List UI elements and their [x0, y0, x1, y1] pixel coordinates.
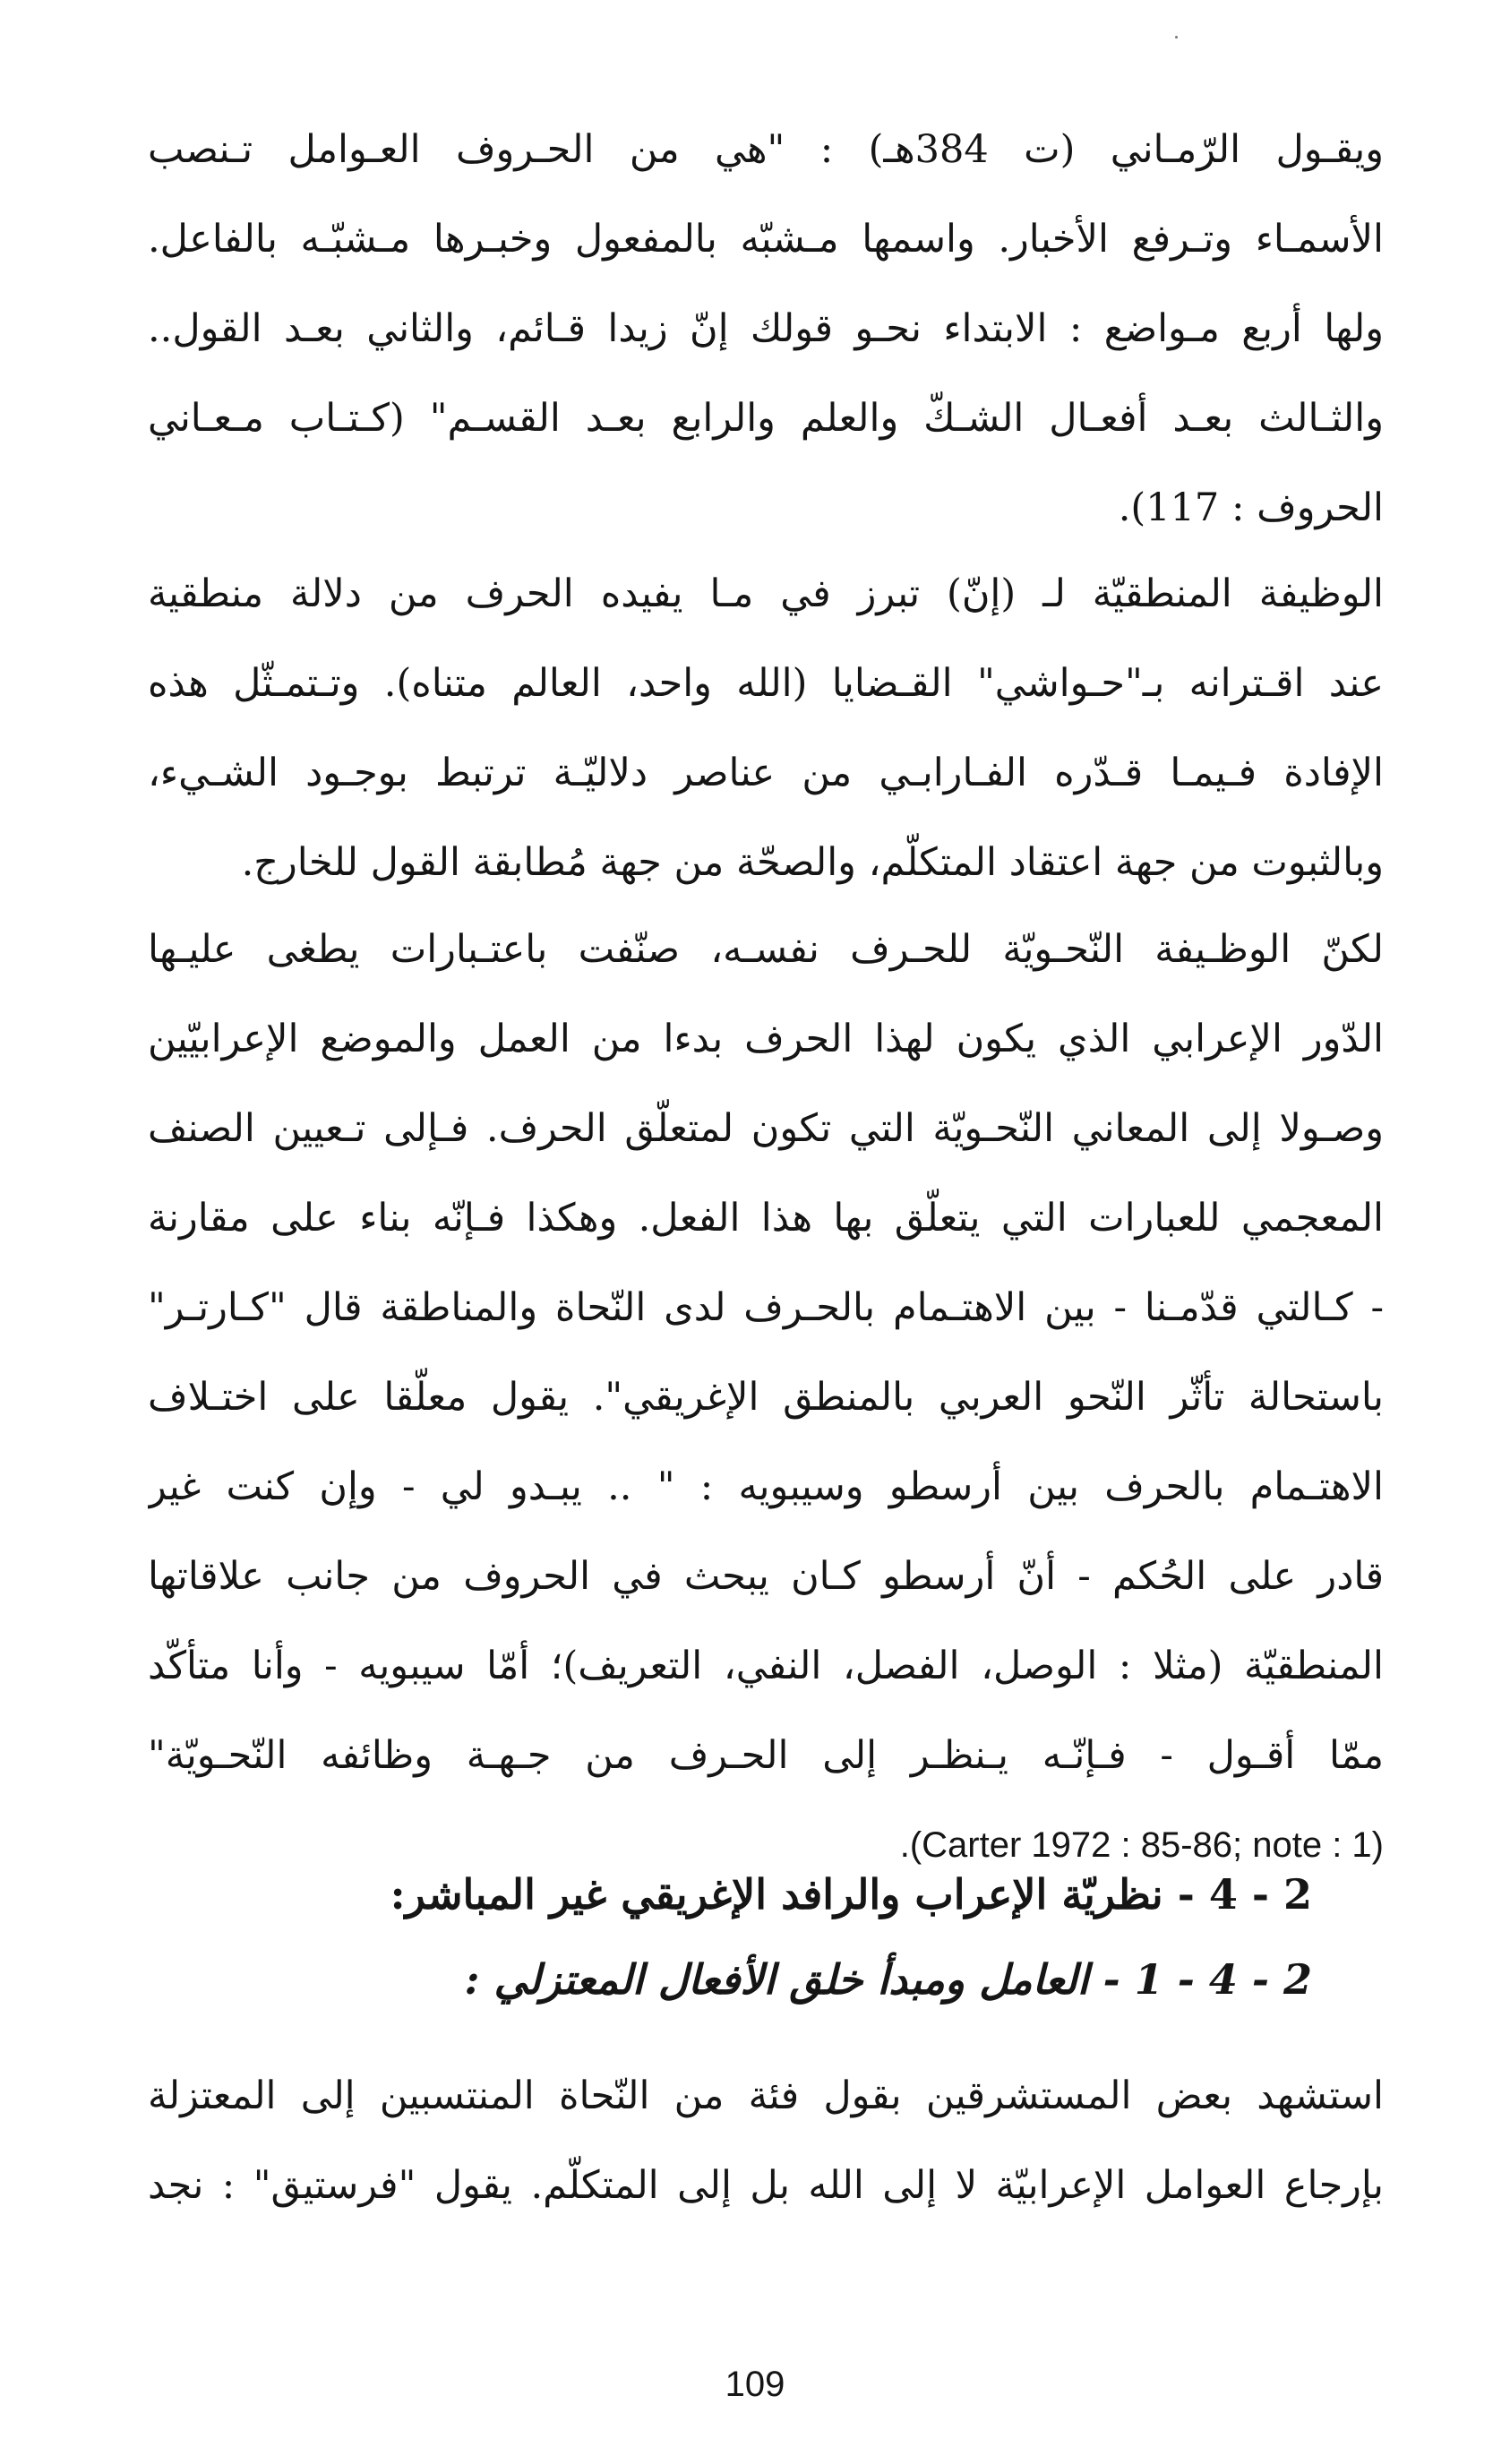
text-line: ويقـول الرّمـاني (ت 384هـ) : "هي من الحـروف العـوامل تـنصب	[148, 127, 1384, 172]
scan-speck	[1175, 36, 1178, 39]
text-line: عند اقـترانه بـ"حـواشي" القـضايا (الله واحد، العالم متناه). وتـتمـثّل هذه	[148, 661, 1384, 706]
text-line: ولها أربع مـواضع : الابتداء نحـو قولك إنّ زيدا قـائم، والثاني بعـد القول..	[148, 306, 1384, 351]
paragraph-grammatical-function	[148, 905, 1384, 1890]
text-line: بإرجاع العوامل الإعرابيّة لا إلى الله بل إلى المتكلّم. يقول "فرستيق" : نجد	[148, 2163, 1384, 2208]
paragraph-rummani-quote	[148, 105, 1384, 553]
text-line: والثـالث بعـد أفعـال الشـكّ والعلم والرابع بعـد القسـم" (كـتـاب مـعـاني	[148, 396, 1384, 441]
text-line: باستحالة تأثّر النّحو العربي بالمنطق الإغريقي". يقول معلّقا على اختـلاف	[148, 1375, 1384, 1420]
text-line: استشهد بعض المستشرقين بقول فئة من النّحاة المنتسبين إلى المعتزلة	[148, 2073, 1384, 2118]
text-line: الاهتـمام بالحرف بين أرسطو وسيبويه : " .. يبـدو لي - وإن كنت غير	[148, 1464, 1384, 1509]
text-line: المعجمي للعبارات التي يتعلّق بها هذا الفعل. وهكذا فـإنّه بناء على مقارنة	[148, 1196, 1384, 1241]
text-line: وصـولا إلى المعاني النّحـويّة التي تكون لمتعلّق الحرف. فـإلى تـعيين الصنف	[148, 1106, 1384, 1151]
text-line: ممّا أقـول - فـإنّـه يـنظـر إلى الحـرف من جـهـة وظائفه النّحـويّة"	[148, 1733, 1384, 1778]
text-line: الأسمـاء وتـرفع الأخبار. واسمها مـشبّه بالمفعول وخبـرها مـشبّـه بالفاعل.	[148, 217, 1384, 262]
text-line: المنطقيّة (مثلا : الوصل، الفصل، النفي، التعريف)؛ أمّا سيبويه - وأنا متأكّد	[148, 1644, 1384, 1688]
text-line: لكنّ الوظـيفة النّحـويّة للحـرف نفسـه، صنّفت باعتـبارات يطغى عليـها	[148, 927, 1384, 972]
text-line: الدّور الإعرابي الذي يكون لهذا الحرف بدءا من العمل والموضع الإعرابيّين	[148, 1017, 1384, 1061]
section-heading: 2 - 4 - نظريّة الإعراب والرافد الإغريقي غير المباشر:	[390, 1870, 1312, 1919]
paragraph-logical-function	[148, 549, 1384, 907]
text-line: الإفادة فـيمـا قـدّره الفـارابـي من عناصر دلاليّـة ترتبط بوجـود الشـيء،	[148, 751, 1384, 795]
citation: .(Carter 1972 : 85-86; note : 1)	[899, 1825, 1384, 1865]
text-line: الوظيفة المنطقيّة لـ (إنّ) تبرز في مـا يفيده الحرف من دلالة منطقية	[148, 571, 1384, 616]
page-number: 109	[725, 2365, 785, 2404]
subsection-heading: 2 - 4 - 1 - العامل ومبدأ خلق الأفعال المعتزلي :	[464, 1955, 1312, 2004]
text-line: قادر على الحُكم - أنّ أرسطو كـان يبحث في الحروف من جانب علاقاتها	[148, 1554, 1384, 1599]
text-line: - كـالتي قدّمـنا - بين الاهتـمام بالحـرف لدى النّحاة والمناطقة قال "كـارتـر"	[148, 1285, 1384, 1330]
paragraph-orientalists	[148, 2051, 1384, 2230]
text-line: وبالثبوت من جهة اعتقاد المتكلّم، والصحّة من جهة مُطابقة القول للخارج.	[241, 840, 1384, 885]
text-line: الحروف : 117).	[1118, 485, 1384, 530]
